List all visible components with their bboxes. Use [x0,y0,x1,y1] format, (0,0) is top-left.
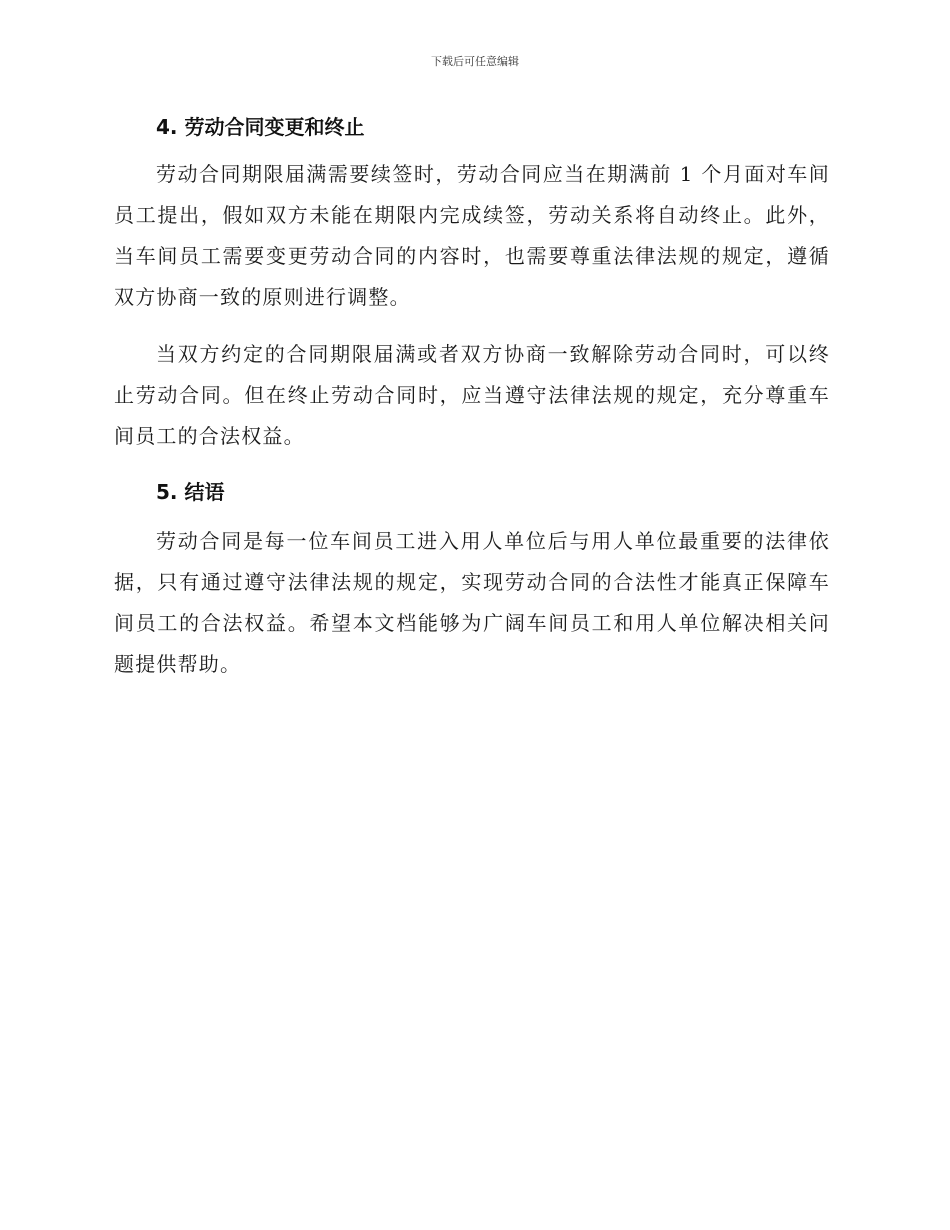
paragraph-conclusion: 劳动合同是每一位车间员工进入用人单位后与用人单位最重要的法律依据，只有通过遵守法律法规的规定，实现劳动合同的合法性才能真正保障车间员工的合法权益。希望本文档能够为广阔车间员工和用人单位解决相关问题提供帮助。 [114,529,830,676]
paragraph-renewal-and-change: 劳动合同期限届满需要续签时，劳动合同应当在期满前 1 个月面对车间员工提出，假如双方未能在期限内完成续签，劳动关系将自动终止。此外，当车间员工需要变更劳动合同的内容时，也需要尊重法律法规的规定，遵循双方协商一致的原则进行调整。 [114,162,830,309]
section-heading-conclusion: 5. 结语 [156,480,225,504]
page-header-note: 下载后可任意编辑 [431,55,519,68]
paragraph-termination: 当双方约定的合同期限届满或者双方协商一致解除劳动合同时，可以终止劳动合同。但在终止劳动合同时，应当遵守法律法规的规定，充分尊重车间员工的合法权益。 [114,342,830,448]
section-heading-contract-change-termination: 4. 劳动合同变更和终止 [156,115,365,139]
document-body [114,112,830,685]
